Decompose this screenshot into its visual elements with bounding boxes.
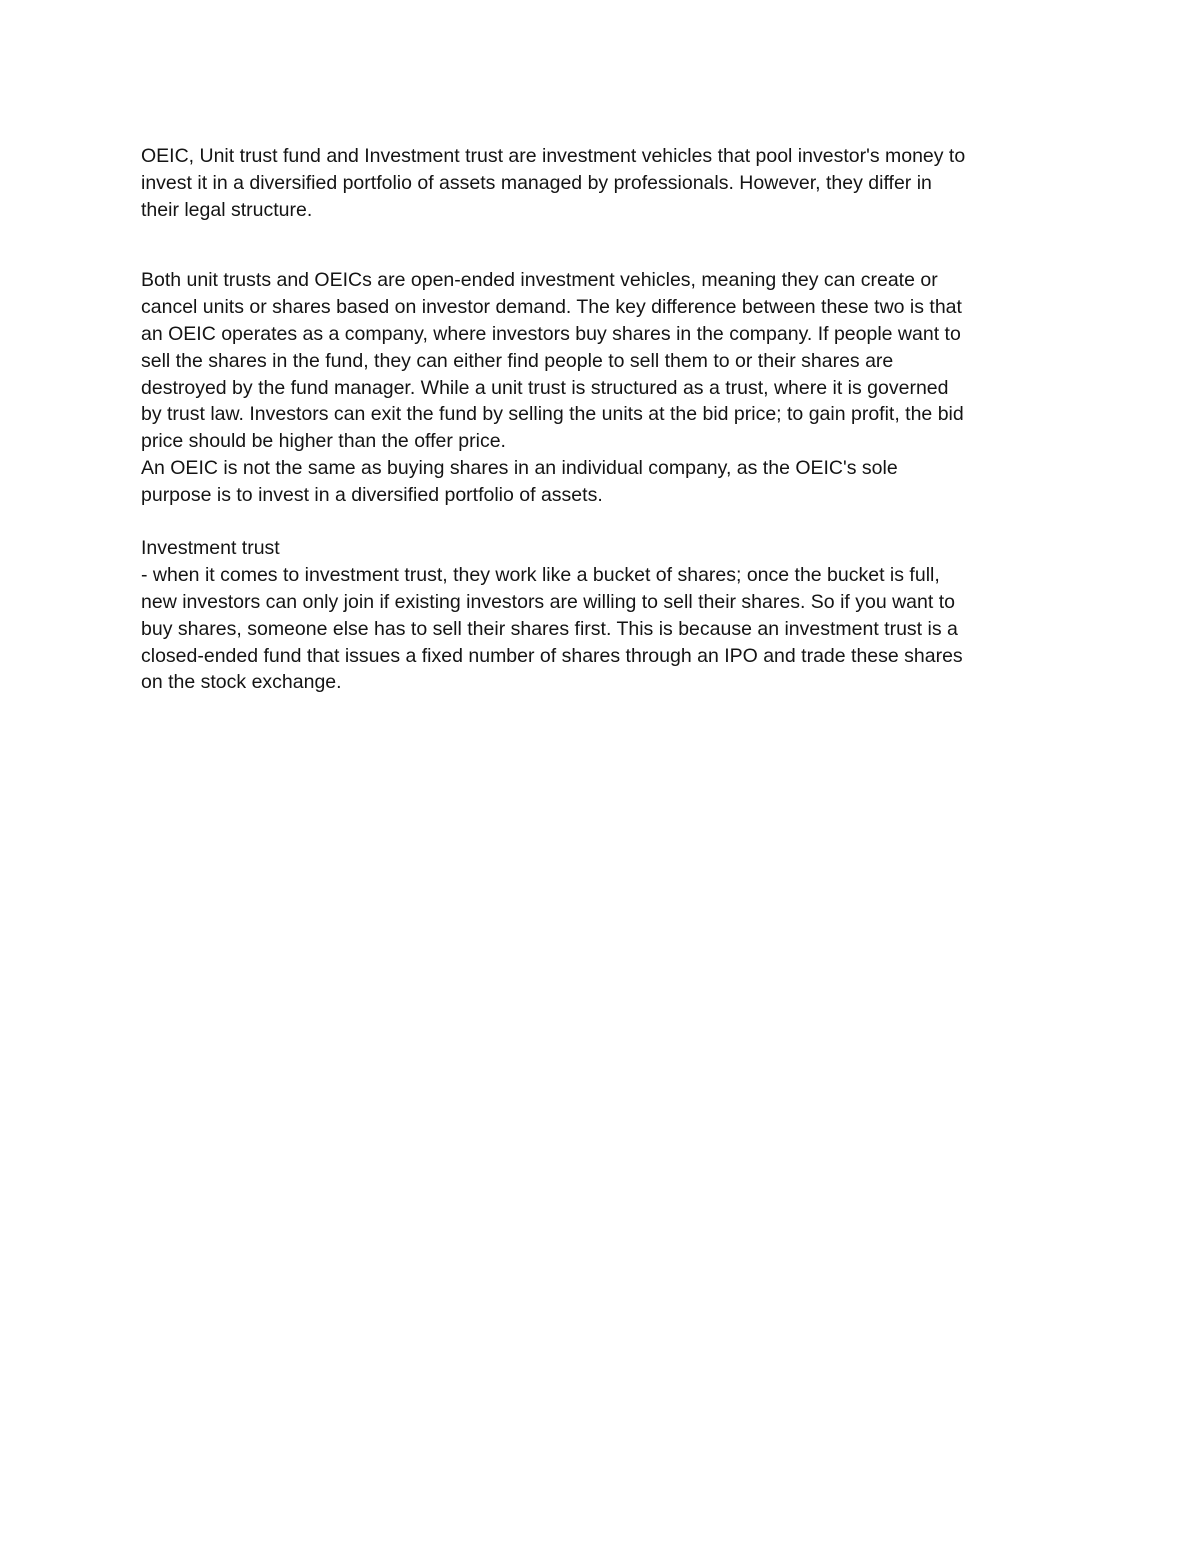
- text-line: sell the shares in the fund, they can either find people to sell them to or their shares are: [141, 349, 894, 372]
- text-line: an OEIC operates as a company, where investors buy shares in the company. If people want to: [141, 322, 961, 345]
- text-line: new investors can only join if existing investors are willing to sell their shares. So if you want to: [141, 590, 955, 613]
- section-heading: [141, 535, 1071, 562]
- text-line: cancel units or shares based on investor demand. The key difference between these two is that: [141, 296, 962, 319]
- paragraph-spacer: [141, 509, 1071, 536]
- text-line: - when it comes to investment trust, they work like a bucket of shares; once the bucket is full,: [141, 564, 940, 587]
- oeic-note-paragraph: [141, 455, 1071, 509]
- text-line: purpose is to invest in a diversified portfolio of assets.: [141, 483, 603, 506]
- text-line: Both unit trusts and OEICs are open-ended investment vehicles, meaning they can create or: [141, 269, 938, 292]
- text-line: An OEIC is not the same as buying shares in an individual company, as the OEIC's sole: [141, 456, 898, 479]
- text-line: closed-ended fund that issues a fixed number of shares through an IPO and trade these shares: [141, 644, 963, 667]
- text-line: buy shares, someone else has to sell their shares first. This is because an investment trust is a: [141, 617, 958, 640]
- text-line: OEIC, Unit trust fund and Investment trust are investment vehicles that pool investor's money to: [141, 145, 966, 167]
- investment-trust-paragraph: [141, 562, 1071, 696]
- text-line: price should be higher than the offer price.: [141, 430, 506, 453]
- paragraph-spacer: [141, 223, 1071, 267]
- text-line: their legal structure.: [141, 198, 313, 221]
- document-body: [141, 143, 1071, 696]
- intro-paragraph: [141, 143, 1071, 223]
- investment-trust-heading: Investment trust: [141, 537, 280, 560]
- unit-trust-oeic-paragraph: [141, 267, 1071, 455]
- text-line: invest it in a diversified portfolio of assets managed by professionals. However, they differ in: [141, 171, 932, 194]
- text-line: by trust law. Investors can exit the fund by selling the units at the bid price; to gain profit, the bid: [141, 403, 964, 426]
- text-line: on the stock exchange.: [141, 671, 342, 694]
- text-line: destroyed by the fund manager. While a unit trust is structured as a trust, where it is governed: [141, 376, 949, 399]
